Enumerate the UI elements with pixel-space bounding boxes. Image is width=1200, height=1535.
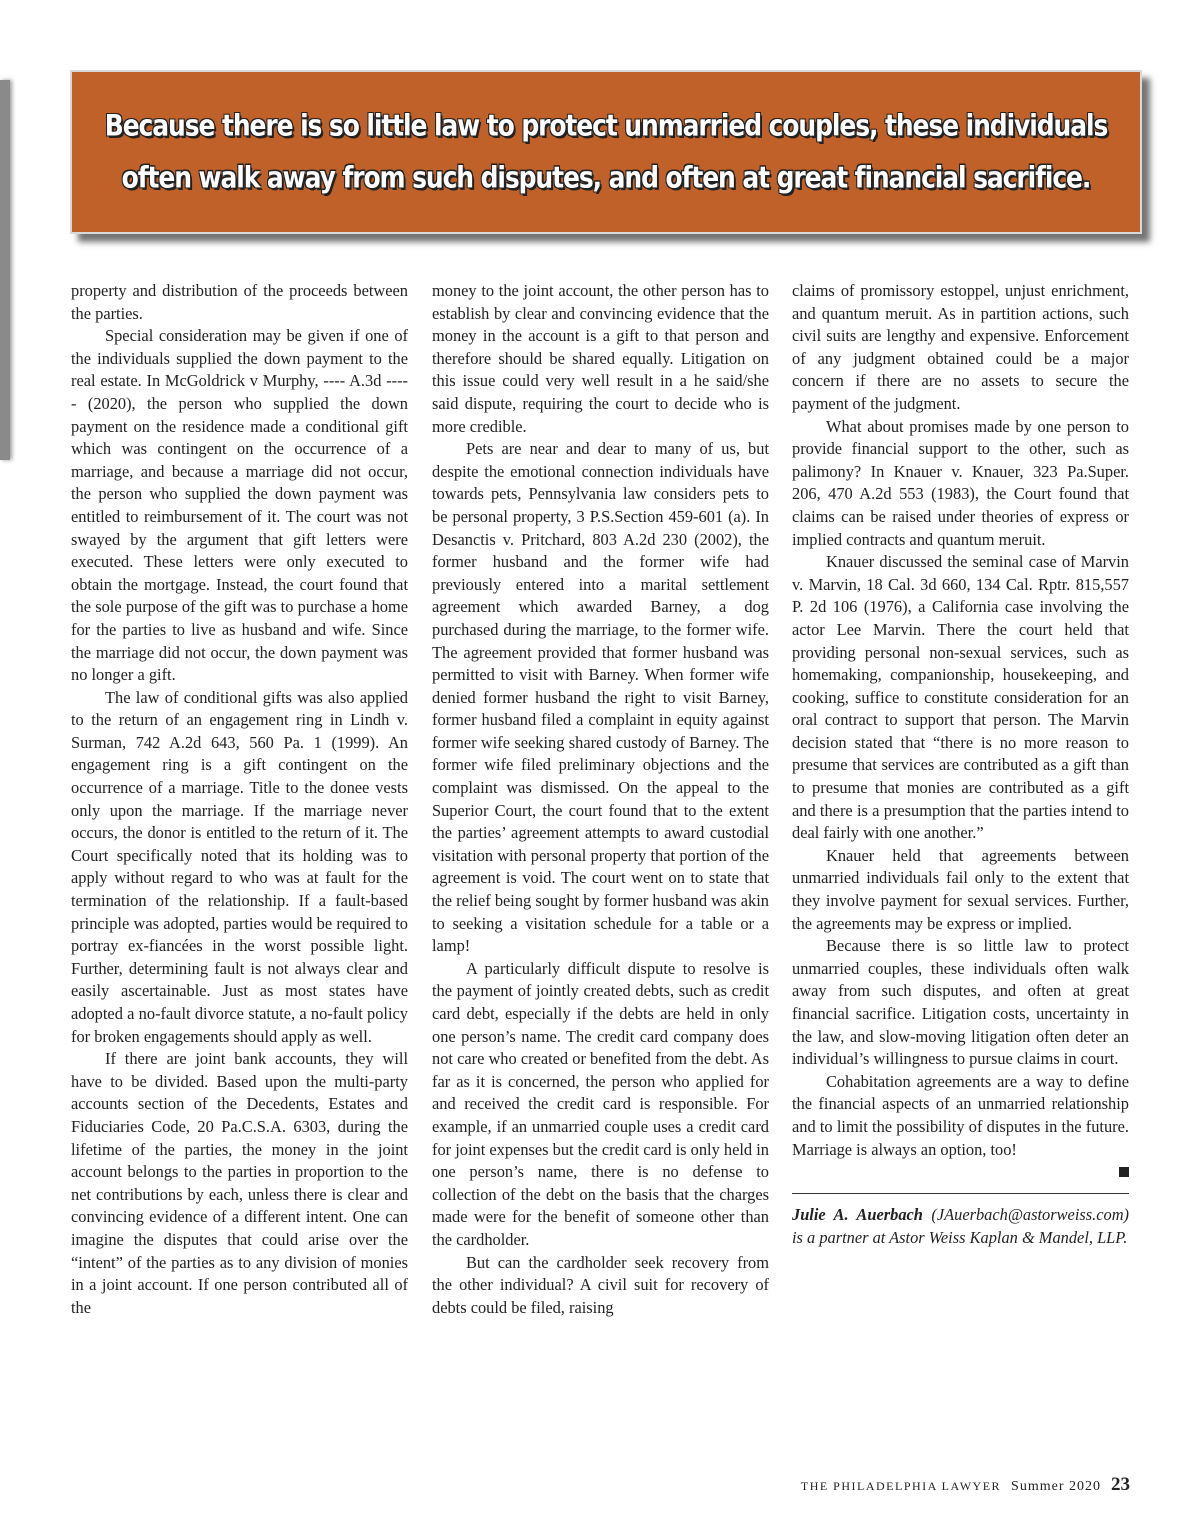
issue-date: Summer 2020 (1011, 1479, 1101, 1494)
paragraph: Pets are near and dear to many of us, but despite the emotional connection individuals have towards pets, Pennsylvania law considers pets to be personal property, 3 P.S.Section 459-601 (a). In Desanctis v. Pritchard, 803 A.2d 230 (2002), the former husband and the former wife had previously entered into a marital settlement agreement which awarded Barney, a dog purchased during the marriage, to the former wife. The agreement provided that former husband was permitted to visit with Barney. When former wife denied former husband the right to visit Barney, former husband filed a complaint in equity against former wife seeking shared custody of Barney. The former wife filed preliminary objections and the complaint was dismissed. On the appeal to the Superior Court, the court found that to the extent the parties’ agreement attempts to award custodial visitation with personal property that portion of the agreement is void. The court went on to state that the relief being sought by former husband was akin to seeking a visitation schedule for a table or a lamp! (432, 439, 769, 956)
magazine-name: THE PHILADELPHIA LAWYER (800, 1479, 1002, 1493)
author-name: Julie A. Auerbach (792, 1205, 923, 1225)
paragraph: But can the cardholder seek recovery from the other individual? A civil suit for recovery of debts could be filed, raising (432, 1252, 769, 1317)
author-bio-text: (JAuerbach@astorweiss.com) is a partner at Astor Weiss Kaplan & Mandel, LLP. (792, 1205, 1129, 1247)
paragraph: If there are joint bank accounts, they will have to be divided. Based upon the multi-party accounts section of the Decedents, Estates and Fiduciaries Code, 20 Pa.C.S.A. 6303, during the lifetime of the parties, the money in the joint account belongs to the parties in proportion to the net contributions by each, unless there is clear and convincing evidence of a different intent. One can imagine the disputes that could arise over the “intent” of the parties as to any division of monies in a joint account. If one person contributed all of the (71, 1049, 408, 1317)
paragraph: Knauer held that agreements between unmarried individuals fail only to the extent that they involve payment for sexual services. Further, the agreements may be express or implied. (792, 845, 1129, 933)
paragraph: money to the joint account, the other person has to establish by clear and convincing evidence that the money in the account is a gift to that person and therefore should be shared equally. Litigation on this issue could very well result in a he said/she said dispute, requiring the court to decide who is more credible. (432, 281, 769, 436)
paragraph: Knauer discussed the seminal case of Marvin v. Marvin, 18 Cal. 3d 660, 134 Cal. Rptr. 815,557 P. 2d 106 (1976), a California case involving the actor Lee Marvin. There the court held that providing personal non-sexual services, such as homemaking, companionship, housekeeping, and cooking, suffice to constitute consideration for an oral contract to support that person. The Marvin decision stated that “there is no more reason to presume that services are contributed as a gift than to presume that monies are contributed as a gift and there is a presumption that the parties intend to deal fairly with one another.” (792, 552, 1129, 843)
paragraph: A particularly difficult dispute to resolve is the payment of jointly created debts, such as credit card debt, especially if the debts are held in only one person’s name. The credit card company does not care who created or benefited from the debt. As far as it is concerned, the person who applied for and received the credit card is responsible. For example, if an unmarried couple uses a credit card for joint expenses but the credit card is only held in one person’s name, there is no defense to collection of the debt on the basis that the charges made were for the benefit of someone other than the cardholder. (432, 958, 769, 1249)
page-number: 23 (1111, 1474, 1130, 1495)
article-column-2 (432, 280, 769, 1319)
page-footer (801, 1474, 1130, 1496)
paragraph: claims of promissory estoppel, unjust enrichment, and quantum meruit. As in partition actions, such civil suits are lengthy and expensive. Enforcement of any judgment obtained could be a major concern if there are no assets to secure the payment of the judgment. (792, 281, 1129, 413)
divider (792, 1193, 1129, 1194)
paragraph: The law of conditional gifts was also applied to the return of an engagement ring in Lindh v. Surman, 742 A.2d 643, 560 Pa. 1 (1999). An engagement ring is a gift contingent on the occurrence of a marriage. Title to the donee vests only upon the marriage. If the marriage never occurs, the donor is entitled to the return of it. The Court specifically noted that its holding was to apply without regard to who was at fault for the termination of the relationship. If a fault-based principle was adopted, parties would be required to portray ex-fiancées in the worst possible light. Further, determining fault is not always clear and easily ascertainable. Just as most states have adopted a no-fault divorce statute, a no-fault policy for broken engagements should apply as well. (71, 687, 408, 1046)
paragraph: Because there is so little law to protect unmarried couples, these individuals often walk away from such disputes, and often at great financial sacrifice. Litigation costs, uncertainty in the law, and slow-moving litigation often deter an individual’s willingness to pursue claims in court. (792, 936, 1129, 1069)
article-column-3 (792, 280, 1129, 1249)
pull-quote-text: Because there is so little law to protect unmarried couples, these individuals often walk away from such disputes, and often at great financial sacrifice. (104, 108, 1108, 195)
paragraph: property and distribution of the proceeds between the parties. (71, 281, 408, 323)
author-bio (792, 1204, 1129, 1249)
pull-quote-box (70, 70, 1142, 234)
paragraph: Cohabitation agreements are a way to define the financial aspects of an unmarried relationship and to limit the possibility of disputes in the future. Marriage is always an option, too! (792, 1071, 1129, 1159)
end-of-article-icon (1119, 1167, 1129, 1177)
page-edge-shadow (0, 80, 10, 460)
article-column-1 (71, 280, 408, 1319)
paragraph: Special consideration may be given if one of the individuals supplied the down payment to the real estate. In McGoldrick v Murphy, ---- A.3d ----- (2020), the person who supplied the down payment on the residence made a conditional gift which was contingent on the occurrence of a marriage, and because a marriage did not occur, the person who supplied the down payment was entitled to reimbursement of it. The court was not swayed by the argument that gift letters were executed. These letters were only executed to obtain the mortgage. Instead, the court found that the sole purpose of the gift was to purchase a home for the parties to live as husband and wife. Since the marriage did not occur, the down payment was no longer a gift. (71, 326, 408, 685)
paragraph: What about promises made by one person to provide financial support to the other, such as palimony? In Knauer v. Knauer, 323 Pa.Super. 206, 470 A.2d 553 (1983), the Court found that claims can be raised under theories of express or implied contracts and quantum meruit. (792, 416, 1129, 549)
